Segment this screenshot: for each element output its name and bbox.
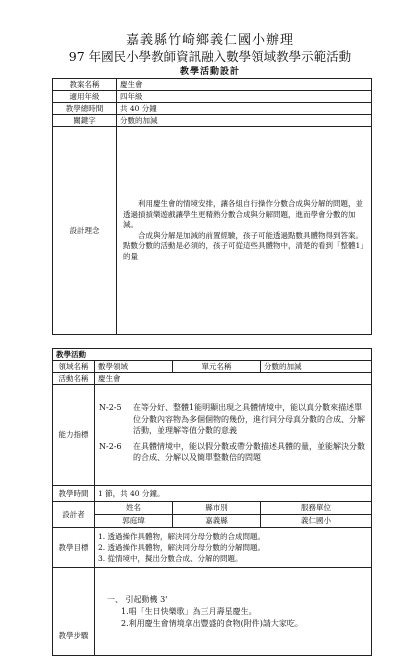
- program-title: 97 年國民小學教師資訊融入數學領域教學示範活動: [68, 49, 352, 64]
- step-item: 2.利用慶生會情境拿出豐盛的食物(附件)請大家吃。: [121, 619, 303, 628]
- activity-name-label: 活動名稱: [53, 373, 95, 385]
- designer-label: 設計者: [53, 502, 95, 528]
- goal-item: 3. 從情境中，擬出分數合成、分解的問題。: [98, 554, 243, 563]
- section-title: 教學活動設計: [179, 67, 240, 77]
- grade-label: 適用年級: [53, 91, 117, 103]
- lesson-info-table: [52, 78, 372, 335]
- designer-header-name: 姓名: [95, 502, 173, 515]
- total-time-label: 教學總時間: [53, 103, 117, 115]
- school-title: 嘉義縣竹崎鄉義仁國小辦理: [125, 33, 294, 48]
- goal-item: 2. 透過操作具體物，解決同分母分數的分解問題。: [98, 543, 266, 552]
- designer-county: 嘉義縣: [173, 515, 261, 528]
- concept-paragraph-1: 利用慶生會的情境安排，讓各組自行操作分數合成與分解的問題，並透過摃摃樂遊戲讓學生更精熟分數合成與分解問題，進而學會分數的加減。: [123, 199, 363, 229]
- ability-code: N-2-6: [99, 441, 122, 451]
- teaching-time-label: 教學時間: [53, 486, 95, 502]
- ability-list: [95, 385, 372, 486]
- teaching-time-value: 1 節，共 40 分鐘。: [95, 486, 372, 502]
- grade-value: 四年級: [117, 91, 372, 103]
- designer-header-unit: 服務單位: [261, 502, 372, 515]
- activity-name-value: 慶生會: [95, 373, 372, 385]
- domain-label: 領域名稱: [53, 361, 95, 373]
- unit-label: 教案名稱: [53, 79, 117, 91]
- goal-item: 1. 透過操作具體物，解決同分母分數的合成問題。: [98, 532, 266, 541]
- designer-unit: 義仁國小: [261, 515, 372, 528]
- ability-text: 在具體情境中，能以假分數或帶分數描述具體的量，並能解決分數的合成、分解以及簡單整數倍的問題: [133, 441, 365, 463]
- steps-heading: 一、 引起動機 3': [107, 595, 168, 604]
- keyword-value: 分數的加減: [117, 115, 372, 127]
- unit-name-value: 分數的加減: [261, 361, 372, 373]
- steps-list: [95, 568, 372, 656]
- ability-text: 在等分好、整體1能明顯出現之具體情境中，能以真分數來描述單位分數內容物為多個個物的幾份，進行同分母真分數的合成、分解活動，並理解等值分數的意義: [133, 403, 365, 436]
- concept-text: [117, 127, 372, 335]
- step-item: 1.唱「生日快樂歌」為三月壽星慶生。: [121, 607, 257, 616]
- steps-label: 教學步驟: [53, 568, 95, 656]
- activity-heading: 教學活動: [53, 349, 372, 361]
- total-time-value: 共 40 分鐘: [117, 103, 372, 115]
- concept-paragraph-2: 合成與分解是加減的前置經驗，孩子可能透過點數具體物得到答案。點數分數的活動是必須的，孩子可從這些具體物中，清楚的看到「整體1」的量: [123, 230, 365, 261]
- domain-value: 數學領域: [95, 361, 173, 373]
- unit-value: 慶生會: [117, 79, 372, 91]
- goal-list: [95, 528, 372, 568]
- ability-item: [99, 402, 367, 437]
- designer-name: 郭庭瑋: [95, 515, 173, 528]
- ability-code: N-2-5: [99, 403, 122, 413]
- goal-label: 教學目標: [53, 528, 95, 568]
- activity-table: [52, 348, 372, 656]
- unit-name-label: 單元名稱: [173, 361, 261, 373]
- ability-item: [99, 441, 367, 464]
- keyword-label: 關鍵字: [53, 115, 117, 127]
- ability-label: 能力指標: [53, 385, 95, 486]
- designer-header-county: 縣市別: [173, 502, 261, 515]
- concept-label: 設計理念: [53, 127, 117, 335]
